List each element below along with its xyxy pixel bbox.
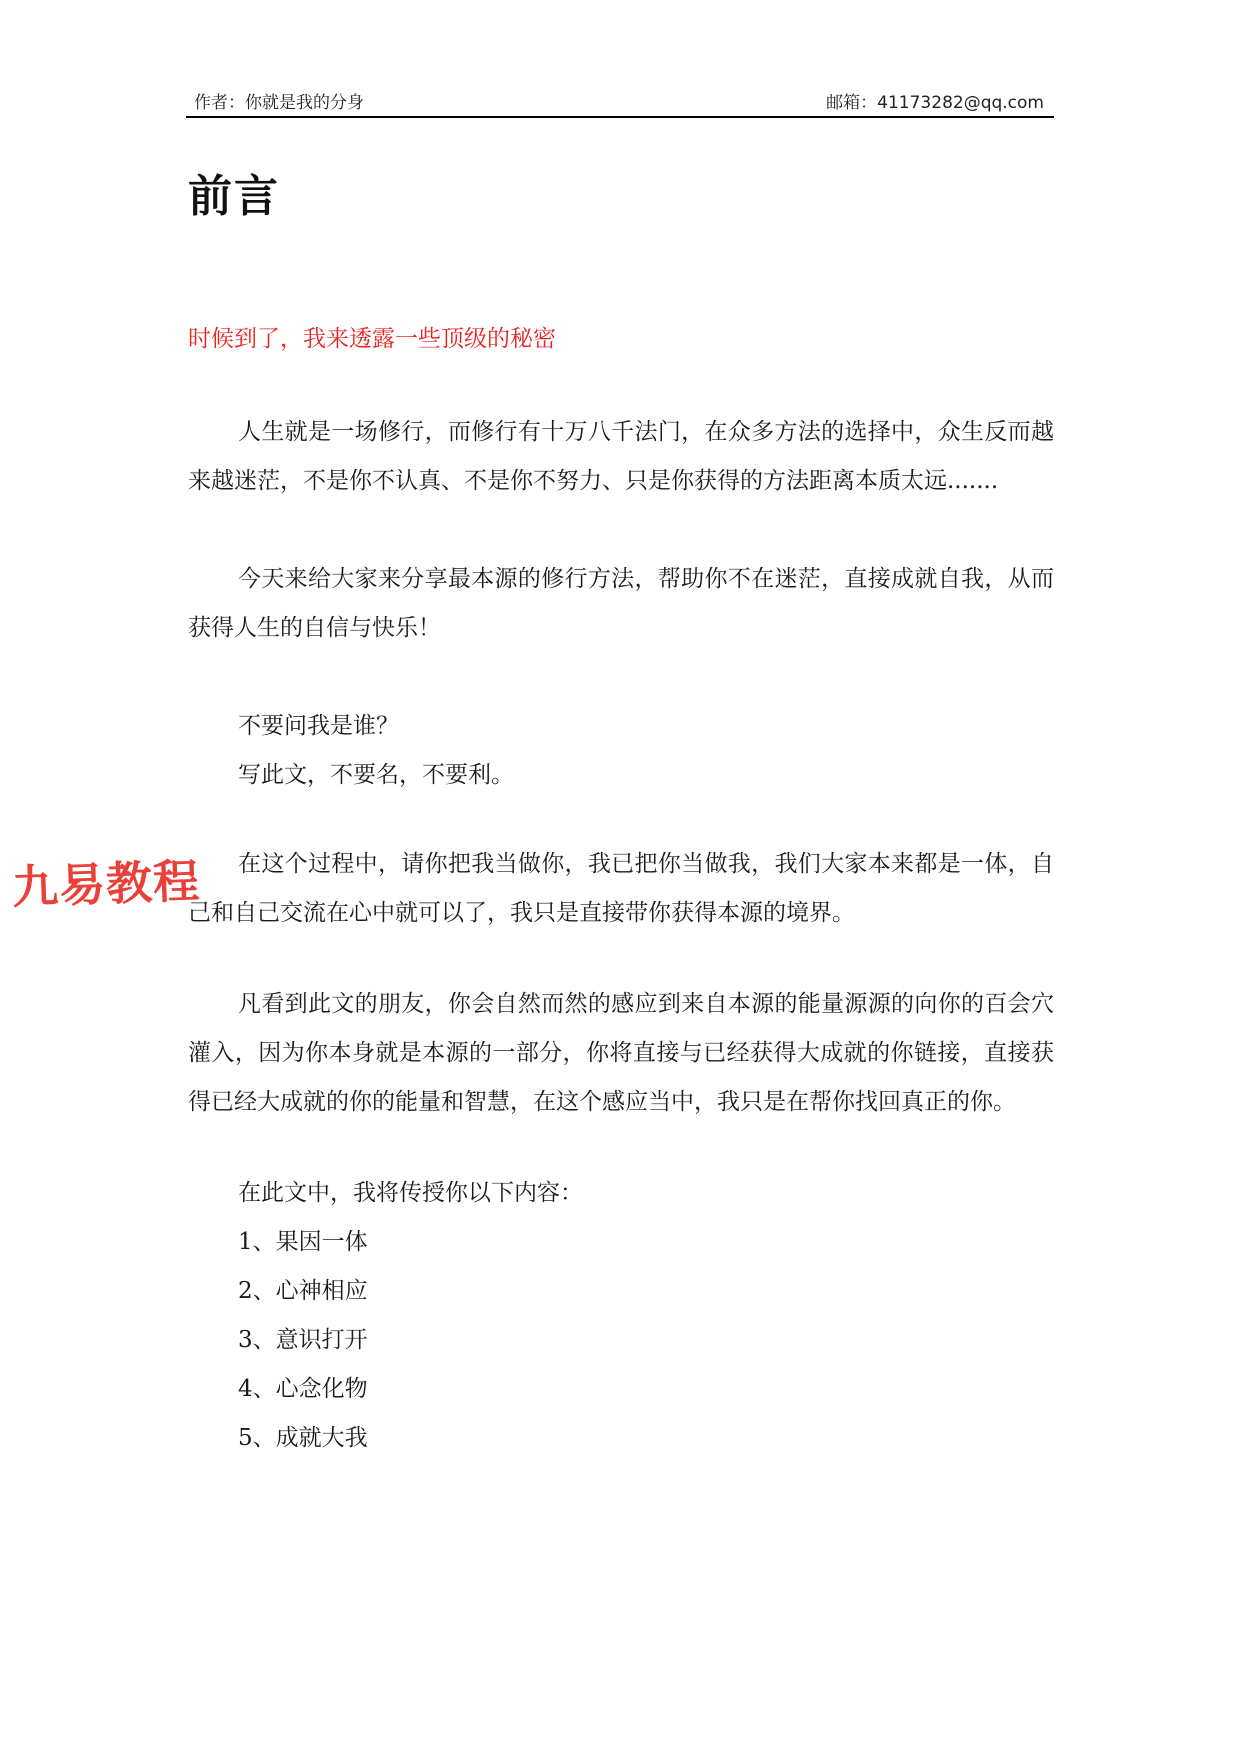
paragraph-1: 人生就是一场修行，而修行有十万八千法门，在众多方法的选择中，众生反而越来越迷茫，不是你不认真、不是你不努力、只是你获得的方法距离本质太远.......: [188, 419, 1054, 494]
header-email: 邮箱：41173282@qq.com: [826, 93, 1044, 113]
list-item: 4、心念化物: [238, 1376, 368, 1402]
list-item: 5、成就大我: [238, 1425, 368, 1451]
subtitle: 时候到了，我来透露一些顶级的秘密: [188, 326, 556, 352]
list-item: 1、果因一体: [238, 1229, 368, 1255]
header-author: 作者：你就是我的分身: [194, 93, 364, 113]
list-item: 3、意识打开: [238, 1327, 368, 1353]
paragraph-gap: [188, 653, 1054, 702]
paragraph-gap: [188, 800, 1054, 840]
page-header: [186, 86, 1054, 118]
paragraph-2: 今天来给大家来分享最本源的修行方法，帮助你不在迷茫，直接成就自我，从而获得人生的自信与快乐！: [188, 566, 1054, 641]
paragraph-6: 凡看到此文的朋友，你会自然而然的感应到来自本源的能量源源的向你的百会穴灌入，因为你本身就是本源的一部分，你将直接与已经获得大成就的你链接，直接获得已经大成就的你的能量和智慧，在这个感应当中，我只是在帮你找回真正的你。: [188, 991, 1054, 1115]
paragraph-gap: [188, 506, 1054, 555]
paragraph-gap: [188, 938, 1054, 980]
page-title: 前言: [188, 171, 280, 222]
paragraph-4: 写此文，不要名，不要利。: [238, 762, 514, 788]
paragraph-gap: [188, 1127, 1054, 1169]
list-item: 2、心神相应: [238, 1278, 368, 1304]
paragraph-5: 在这个过程中，请你把我当做你，我已把你当做我，我们大家本来都是一体，自己和自己交流在心中就可以了，我只是直接带你获得本源的境界。: [188, 851, 1054, 926]
list-intro: 在此文中，我将传授你以下内容：: [238, 1180, 583, 1206]
paragraph-3: 不要问我是谁？: [238, 713, 399, 739]
watermark: 九易教程: [11, 853, 201, 915]
body-content: [188, 408, 1054, 1463]
